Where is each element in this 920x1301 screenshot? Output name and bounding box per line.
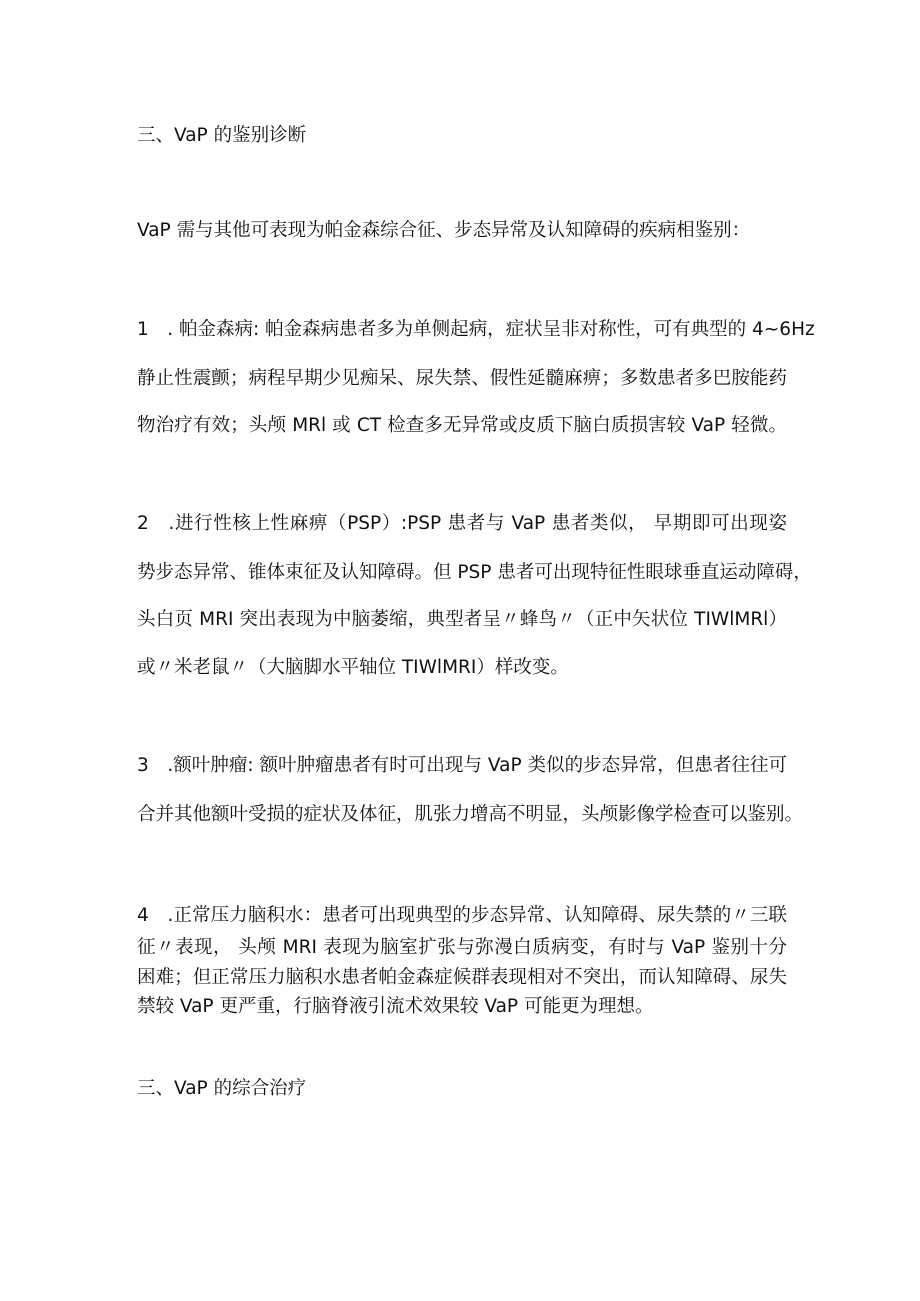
item4-line2: 征〃表现， 头颅 MRI 表现为脑室扩张与弥漫白质病变，有时与 VaP 鉴别十分 — [137, 937, 787, 958]
item1-line2: 静止性震颤；病程早期少见痴呆、尿失禁、假性延髓麻痹；多数患者多巴胺能药 — [137, 368, 787, 389]
item2-line2: 势步态异常、锥体束征及认知障碍。但 PSP 患者可出现特征性眼球垂直运动障碍， — [137, 562, 812, 583]
item2-line3: 头白页 MRI 突出表现为中脑萎缩，典型者呈〃蜂鸟〃（正中矢状位 TIWlMRl） — [137, 609, 787, 630]
item2-line1: 2 .进行性核上性麻痹（PSP）:PSP 患者与 VaP 患者类似， 早期即可出现姿 — [137, 513, 787, 534]
section-heading-comprehensive-treatment: 三、VaP 的综合治疗 — [137, 1078, 307, 1099]
item1-line3: 物治疗有效；头颅 MRl 或 CT 检查多无异常或皮质下脑白质损害较 VaP 轻微。 — [137, 415, 787, 436]
item3-line2: 合并其他额叶受损的症状及体征，肌张力增高不明显，头颅影像学检查可以鉴别。 — [137, 804, 804, 825]
item2-line4: 或〃米老鼠〃（大脑脚水平轴位 TIWlMRI）样改变。 — [137, 657, 569, 678]
item3-line1: 3 .额叶肿瘤: 额叶肿瘤患者有时可出现与 VaP 类似的步态异常，但患者往往可 — [137, 755, 787, 776]
section-heading-differential-diagnosis: 三、VaP 的鉴别诊断 — [137, 125, 307, 146]
item4-line3: 困难；但正常压力脑积水患者帕金森症候群表现相对不突出，而认知障碍、尿失 — [137, 967, 787, 988]
item4-line1: 4 .正常压力脑积水：患者可出现典型的步态异常、认知障碍、尿失禁的〃三联 — [137, 905, 787, 926]
item4-line4: 禁较 VaP 更严重，行脑脊液引流术效果较 VaP 可能更为理想。 — [137, 996, 654, 1017]
item1-line1: 1 . 帕金森病: 帕金森病患者多为单侧起病，症状呈非对称性，可有典型的 4~6Hz — [137, 319, 815, 340]
intro-paragraph: VaP 需与其他可表现为帕金森综合征、步态异常及认知障碍的疾病相鉴别： — [137, 220, 751, 241]
